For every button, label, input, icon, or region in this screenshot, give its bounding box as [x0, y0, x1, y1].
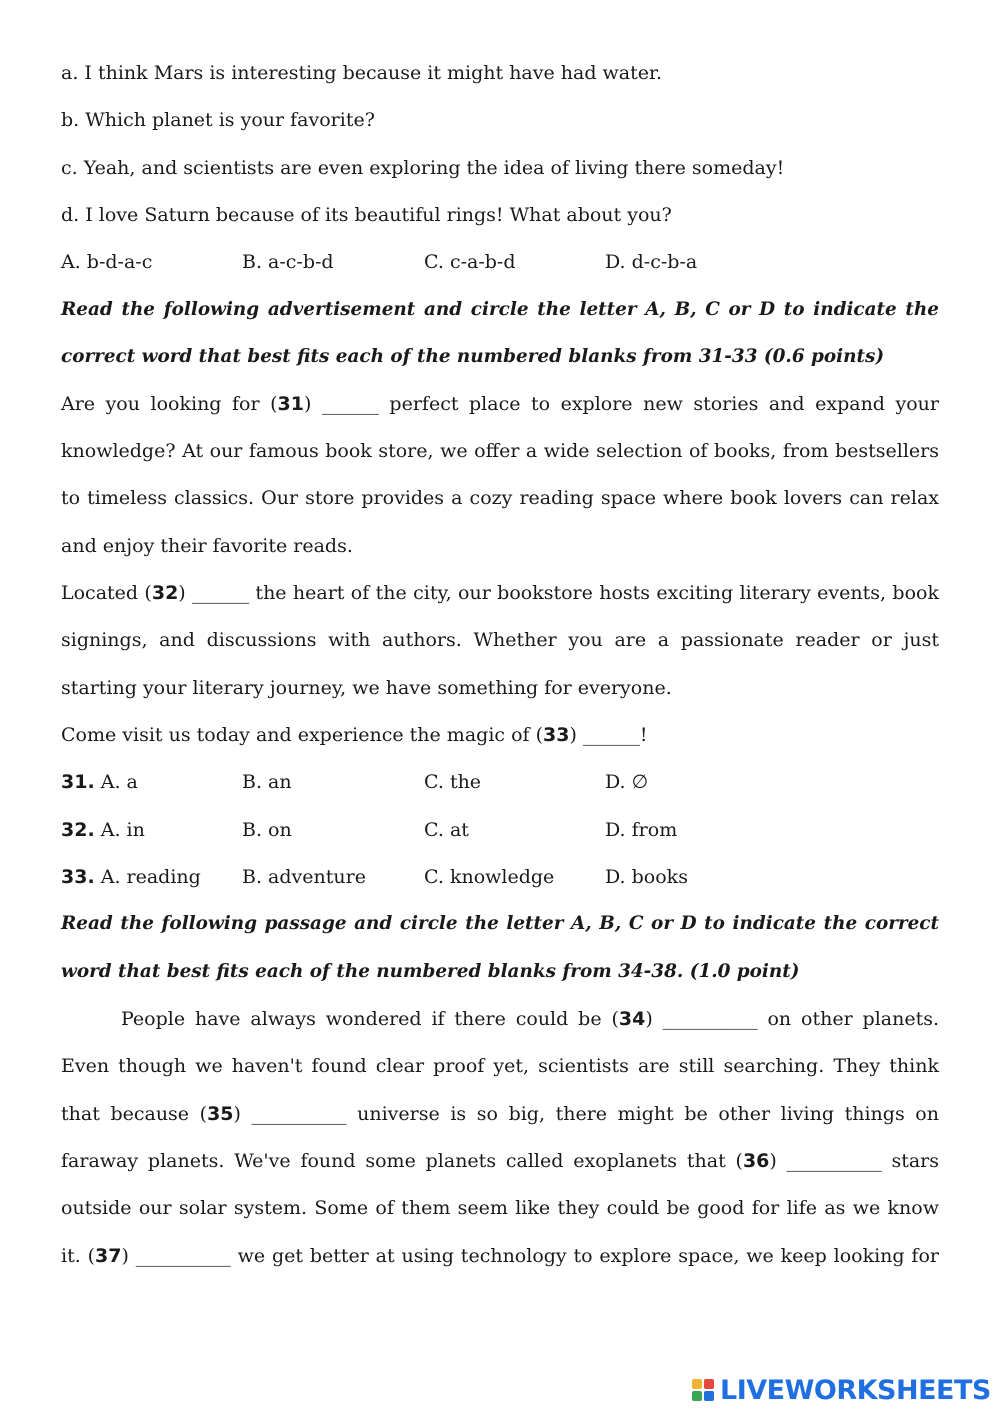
- ad-p2-line-1: Located (32) ______ the heart of the city, our bookstore hosts exciting literary events, book: [61, 582, 939, 604]
- dialogue-line-b: b. Which planet is your favorite?: [61, 109, 375, 131]
- blank-number-31: 31: [277, 393, 304, 415]
- dialogue-line-c: c. Yeah, and scientists are even exploring the idea of living there someday!: [61, 157, 785, 179]
- logo-text: LIVEWORKSHEETS: [720, 1374, 991, 1406]
- blank-number-34: 34: [618, 1008, 646, 1030]
- dialogue-line-a: a. I think Mars is interesting because it might have had water.: [61, 62, 663, 84]
- liveworksheets-logo: [692, 1371, 991, 1409]
- option-b[interactable]: B. a-c-b-d: [242, 251, 334, 273]
- question-32-option-c[interactable]: C. at: [424, 819, 469, 841]
- blank-number-33: 33: [543, 724, 570, 746]
- option-a[interactable]: A. b-d-a-c: [61, 251, 153, 273]
- ad-p2-line-2: signings, and discussions with authors. Whether you are a passionate reader or just: [61, 629, 939, 651]
- ad-instruction-line-2: correct word that best fits each of the numbered blanks from 31-33 (0.6 points): [61, 346, 885, 367]
- ad-p1-line-3: to timeless classics. Our store provides a cozy reading space where book lovers can relax: [61, 487, 939, 509]
- question-33-option-a[interactable]: 33. A. reading: [61, 866, 201, 888]
- dialogue-line-d: d. I love Saturn because of its beautiful rings! What about you?: [61, 204, 672, 226]
- passage-line-1: People have always wondered if there could be (34) __________ on other planets.: [121, 1008, 939, 1030]
- option-d[interactable]: D. d-c-b-a: [605, 251, 698, 273]
- passage-line-6: it. (37) __________ we get better at using technology to explore space, we keep looking for: [61, 1245, 939, 1267]
- question-33-option-b[interactable]: B. adventure: [242, 866, 366, 888]
- blank-number-36: 36: [742, 1150, 770, 1172]
- blank-number-37: 37: [95, 1245, 122, 1267]
- ad-p1-line-2: knowledge? At our famous book store, we offer a wide selection of books, from bestsellers: [61, 440, 939, 462]
- question-31-option-d[interactable]: D. ∅: [605, 771, 649, 793]
- question-33-option-d[interactable]: D. books: [605, 866, 688, 888]
- ad-p1-line-4: and enjoy their favorite reads.: [61, 535, 353, 557]
- passage-line-5: outside our solar system. Some of them seem like they could be good for life as we know: [61, 1197, 939, 1219]
- question-31-option-b[interactable]: B. an: [242, 771, 292, 793]
- blank-number-32: 32: [151, 582, 179, 604]
- passage-line-2: Even though we haven't found clear proof yet, scientists are still searching. They think: [61, 1055, 939, 1077]
- question-31-option-c[interactable]: C. the: [424, 771, 482, 793]
- ad-p2-line-3: starting your literary journey, we have something for everyone.: [61, 677, 672, 699]
- option-c[interactable]: C. c-a-b-d: [424, 251, 516, 273]
- blank-number-35: 35: [207, 1103, 234, 1125]
- question-33-option-c[interactable]: C. knowledge: [424, 866, 555, 888]
- question-32-option-a[interactable]: 32. A. in: [61, 819, 145, 841]
- passage-instruction-line-2: word that best fits each of the numbered blanks from 34-38. (1.0 point): [61, 961, 800, 982]
- passage-line-3: that because (35) __________ universe is so big, there might be other living things on: [61, 1103, 939, 1125]
- ad-instruction-line-1: Read the following advertisement and circle the letter A, B, C or D to indicate the: [61, 299, 939, 320]
- ad-paragraph-3: Come visit us today and experience the magic of (33) ______!: [61, 724, 648, 746]
- passage-instruction-line-1: Read the following passage and circle the letter A, B, C or D to indicate the correct: [61, 913, 939, 934]
- ad-p1-line-1: Are you looking for (31) ______ perfect place to explore new stories and expand your: [61, 393, 939, 415]
- question-32-option-d[interactable]: D. from: [605, 819, 678, 841]
- passage-line-4: faraway planets. We've found some planets called exoplanets that (36) __________ stars: [61, 1150, 939, 1172]
- logo-grid-icon: [692, 1379, 714, 1401]
- question-31-option-a[interactable]: 31. A. a: [61, 771, 138, 793]
- question-32-option-b[interactable]: B. on: [242, 819, 292, 841]
